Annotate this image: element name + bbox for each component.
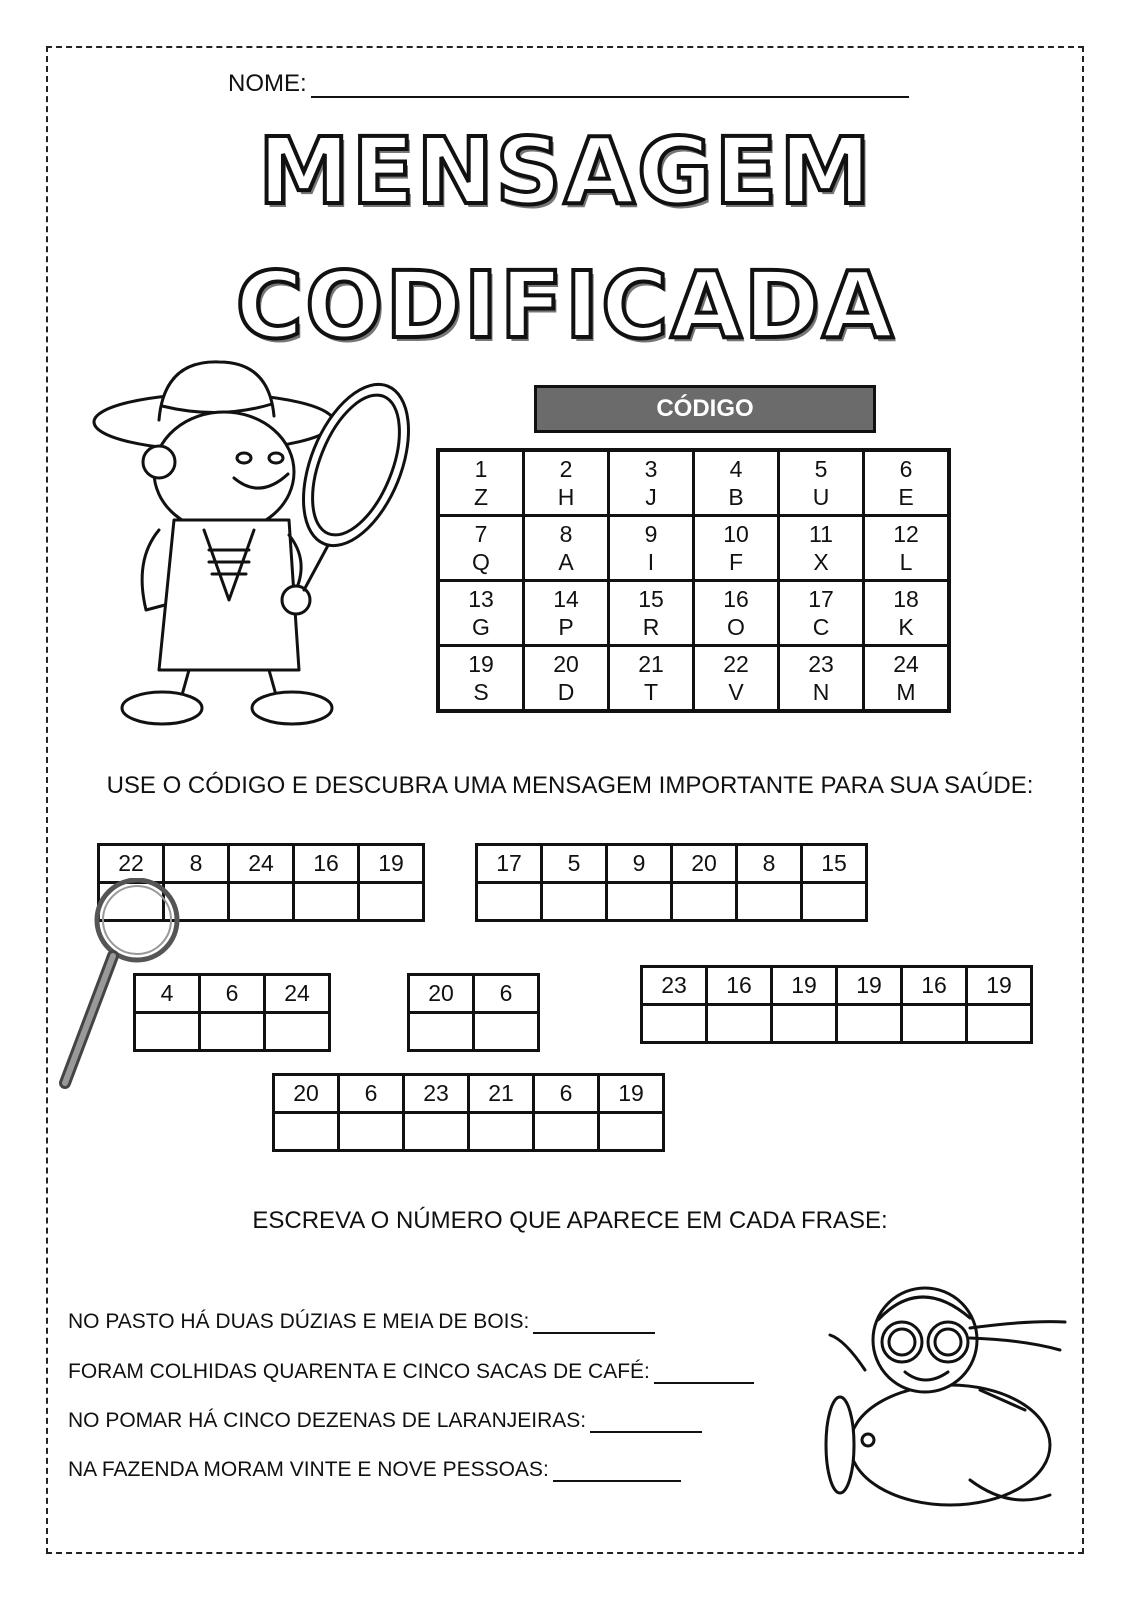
code-number-cell: 21 [469,1075,534,1113]
instruction-decode: USE O CÓDIGO E DESCUBRA UMA MENSAGEM IMPORTANTE PARA SUA SAÚDE: [106,772,1034,799]
code-row [438,450,949,516]
answer-letter-cell[interactable] [967,1005,1032,1043]
code-letter: D [557,679,575,705]
code-cell [524,646,609,712]
answer-letter-cell[interactable] [404,1113,469,1151]
code-cell [524,581,609,646]
code-letter: Q [472,549,490,575]
code-letter: K [898,614,914,640]
answer-letter-cell[interactable] [607,883,672,921]
code-letter: B [728,484,744,510]
code-letter: O [727,614,745,640]
code-letter: A [558,549,574,575]
answer-letter-cell[interactable] [772,1005,837,1043]
answer-letter-cell[interactable] [265,1013,330,1051]
code-word-5 [640,965,1033,1044]
code-row [438,516,949,581]
code-number: 17 [808,586,834,612]
code-cell [438,450,524,516]
code-cell [438,581,524,646]
code-letter: E [898,484,914,510]
code-number: 23 [808,651,834,677]
code-number-cell: 24 [265,975,330,1013]
code-number-cell: 6 [474,975,539,1013]
magnifying-glass-icon [55,878,190,1093]
code-number-cell: 24 [229,845,294,883]
code-number-cell: 19 [772,967,837,1005]
code-number: 6 [899,456,913,482]
code-cell [864,581,950,646]
code-number: 5 [814,456,828,482]
answer-letter-cell[interactable] [474,1013,539,1051]
code-number: 13 [468,586,494,612]
answer-letter-cell[interactable] [339,1113,404,1151]
code-word-2 [475,843,868,922]
code-number-cell: 6 [534,1075,599,1113]
code-letter: X [813,549,829,575]
code-word-4 [407,973,540,1052]
code-cell [864,450,950,516]
aviator-illustration [820,1280,1080,1530]
code-number-cell: 22 [99,845,164,883]
code-cell [609,581,694,646]
answer-letter-cell[interactable] [229,883,294,921]
detective-illustration [64,350,424,740]
title-line-1: MENSAGEM [258,118,873,225]
code-row [438,581,949,646]
code-letter: I [647,549,655,575]
code-number: 7 [474,521,488,547]
answer-letter-cell[interactable] [409,1013,474,1051]
code-cell [694,516,779,581]
question-2-text: FORAM COLHIDAS QUARENTA E CINCO SACAS DE CAFÉ: [68,1360,650,1383]
answer-letter-cell[interactable] [274,1113,339,1151]
code-number-cell: 8 [737,845,802,883]
answer-letter-cell[interactable] [477,883,542,921]
code-cell [864,646,950,712]
answer-letter-cell[interactable] [672,883,737,921]
answer-letter-cell[interactable] [737,883,802,921]
code-number: 11 [809,521,833,547]
code-number-cell: 15 [802,845,867,883]
code-cell [609,516,694,581]
code-letter: H [557,484,575,510]
instruction-numbers: ESCREVA O NÚMERO QUE APARECE EM CADA FRASE: [252,1207,888,1234]
code-number: 24 [893,651,919,677]
answer-letter-cell[interactable] [534,1113,599,1151]
name-label: NOME: [228,70,307,97]
code-number: 8 [559,521,573,547]
name-input-line[interactable] [311,70,909,98]
answer-line-4[interactable] [553,1458,681,1482]
code-table [436,448,951,713]
answer-letter-cell[interactable] [542,883,607,921]
answer-letter-cell[interactable] [294,883,359,921]
code-number: 20 [553,651,579,677]
answer-line-2[interactable] [654,1360,754,1384]
code-number: 4 [729,456,743,482]
code-cell [524,516,609,581]
code-number: 21 [638,651,664,677]
code-letter: P [558,614,574,640]
code-number: 2 [559,456,573,482]
code-number-cell: 4 [135,975,200,1013]
code-number-cell: 5 [542,845,607,883]
code-number-cell: 6 [200,975,265,1013]
answer-letter-cell[interactable] [200,1013,265,1051]
code-number: 12 [893,521,919,547]
code-letter: L [899,549,913,575]
code-letter: R [642,614,660,640]
answer-line-3[interactable] [590,1409,702,1433]
code-letter: S [473,679,489,705]
code-cell [609,450,694,516]
code-header: CÓDIGO [534,385,876,433]
code-number-cell: 19 [599,1075,664,1113]
question-4-text: NA FAZENDA MORAM VINTE E NOVE PESSOAS: [68,1458,549,1481]
code-number-cell: 6 [339,1075,404,1113]
answer-letter-cell[interactable] [802,883,867,921]
question-2 [68,1360,754,1384]
code-letter: T [643,679,659,705]
code-cell [694,450,779,516]
code-letter: V [728,679,744,705]
answer-letter-cell[interactable] [837,1005,902,1043]
code-cell [524,450,609,516]
code-number: 22 [723,651,749,677]
code-cell [438,516,524,581]
code-letter: N [812,679,830,705]
answer-letter-cell[interactable] [642,1005,707,1043]
name-row [228,70,909,98]
answer-letter-cell[interactable] [599,1113,664,1151]
answer-letter-cell[interactable] [707,1005,772,1043]
question-1 [68,1310,655,1334]
code-cell [864,516,950,581]
question-4 [68,1458,681,1482]
code-number-cell: 9 [607,845,672,883]
code-letter: J [645,484,657,510]
code-cell [779,646,864,712]
code-number-cell: 19 [967,967,1032,1005]
code-letter: Z [473,484,489,510]
code-number-cell: 23 [404,1075,469,1113]
answer-letter-cell[interactable] [469,1113,534,1151]
code-number: 3 [644,456,658,482]
code-number-cell: 20 [409,975,474,1013]
code-cell [694,646,779,712]
code-number: 18 [893,586,919,612]
code-cell [779,581,864,646]
code-number-cell: 16 [902,967,967,1005]
code-number: 14 [553,586,579,612]
answer-letter-cell[interactable] [902,1005,967,1043]
question-3 [68,1409,702,1433]
code-number-cell: 23 [642,967,707,1005]
code-number-cell: 19 [359,845,424,883]
answer-line-1[interactable] [533,1310,655,1334]
code-cell [779,516,864,581]
title-line-2: CODIFICADA [235,252,896,359]
code-number: 1 [474,456,488,482]
code-letter: U [812,484,830,510]
code-number: 19 [468,651,494,677]
code-cell [609,646,694,712]
code-letter: C [812,614,830,640]
code-number: 10 [723,521,749,547]
question-1-text: NO PASTO HÁ DUAS DÚZIAS E MEIA DE BOIS: [68,1310,530,1333]
code-number-cell: 19 [837,967,902,1005]
code-letter: M [896,679,916,705]
code-letter: F [728,549,744,575]
code-number-cell: 16 [707,967,772,1005]
code-number: 9 [644,521,658,547]
code-number: 15 [638,586,664,612]
code-letter: G [472,614,490,640]
code-number: 16 [723,586,749,612]
code-word-6 [272,1073,665,1152]
code-number-cell: 17 [477,845,542,883]
code-number-cell: 20 [672,845,737,883]
answer-letter-cell[interactable] [359,883,424,921]
code-cell [438,646,524,712]
code-number-cell: 20 [274,1075,339,1113]
question-3-text: NO POMAR HÁ CINCO DEZENAS DE LARANJEIRAS: [68,1409,587,1432]
code-number-cell: 16 [294,845,359,883]
code-row [438,646,949,712]
code-cell [694,581,779,646]
code-cell [779,450,864,516]
code-number-cell: 8 [164,845,229,883]
